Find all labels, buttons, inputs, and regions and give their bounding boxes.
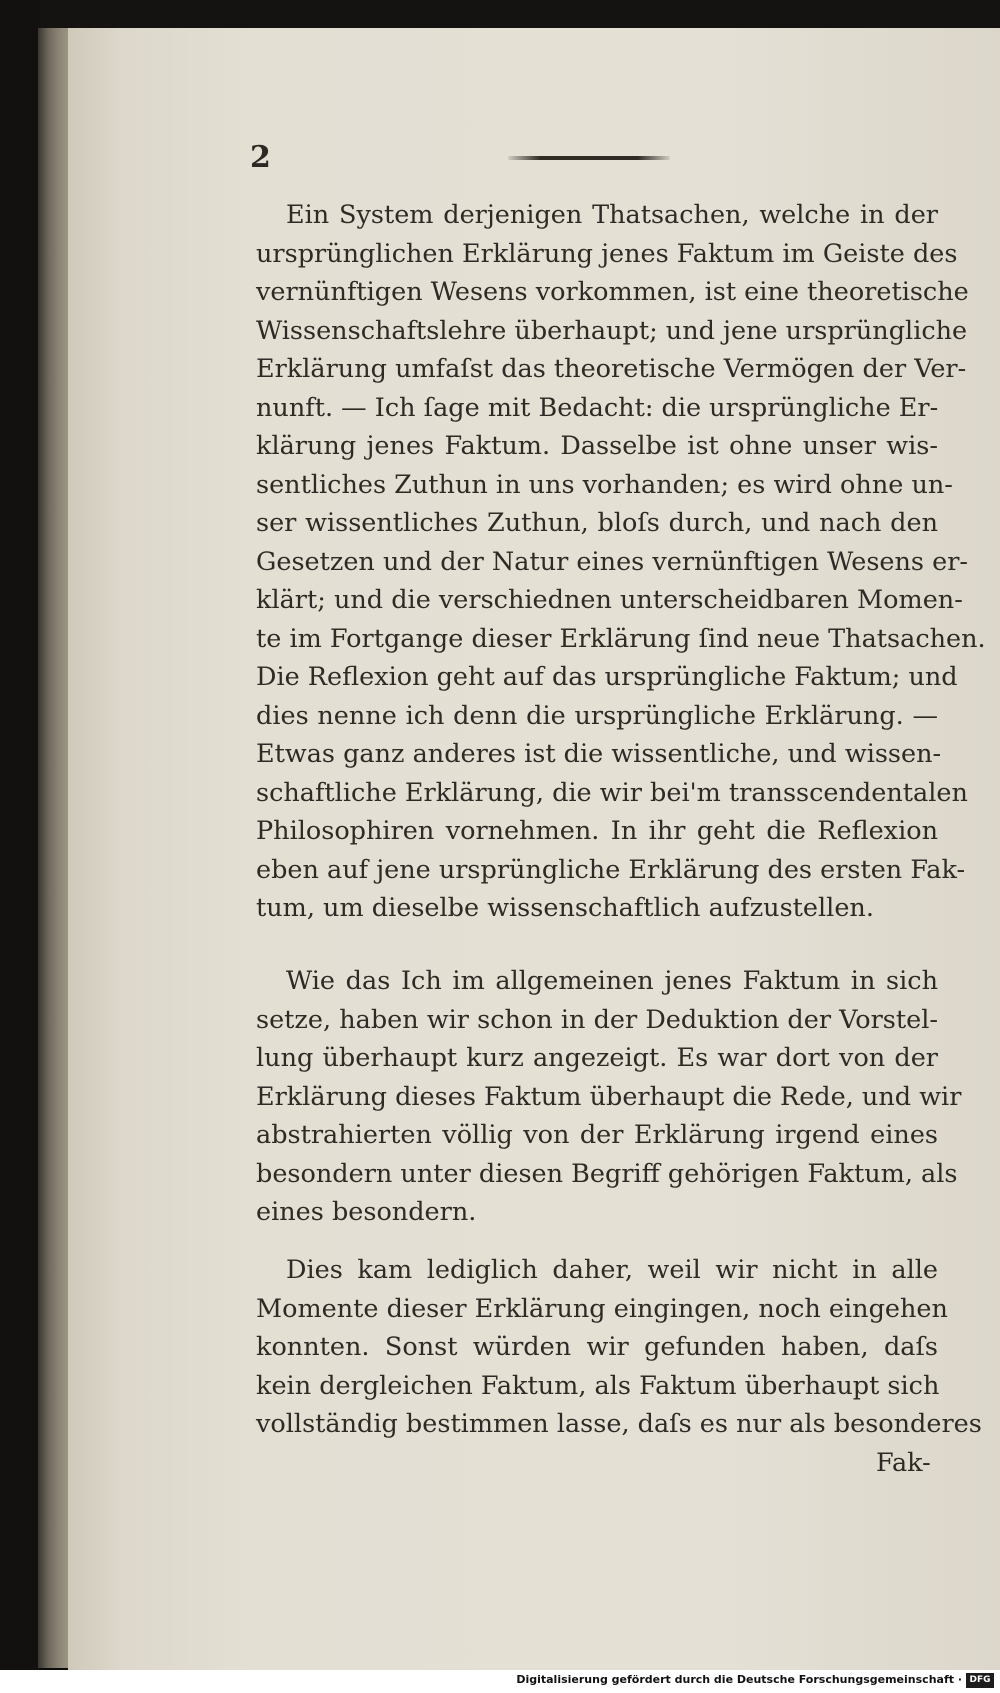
text-line: Erklärung umfaſst das theoretische Vermögen der Ver- (256, 354, 967, 384)
text-line: te im Fortgange dieser Erklärung ſind neue Thatsachen. (256, 623, 986, 654)
digitization-footer (0, 1670, 1000, 1693)
text-line: schaftliche Erklärung, die wir bei'm transscendentalen (256, 777, 968, 808)
text-line: Etwas ganz anderes ist die wissentliche, und wissen- (256, 739, 942, 769)
dfg-logo: DFG (966, 1673, 994, 1688)
text-line: Erklärung dieses Faktum überhaupt die Rede, und wir (256, 1081, 962, 1112)
paragraph-1 (256, 196, 986, 928)
text-line: ser wissentliches Zuthun, bloſs durch, und nach den (256, 508, 938, 538)
text-line: kein dergleichen Faktum, als Faktum überhaupt sich (256, 1370, 940, 1401)
text-line: Dies kam lediglich daher, weil wir nicht in alle (286, 1255, 938, 1285)
text-line: Wissenschaftslehre überhaupt; und jene ursprüngliche (256, 315, 968, 346)
text-line: Wie das Ich im allgemeinen jenes Faktum in sich (286, 966, 938, 996)
paragraph-3 (256, 1251, 982, 1444)
book-spine-edge (38, 28, 72, 1668)
text-line: klärung jenes Faktum. Dasselbe ist ohne unser wis- (256, 431, 938, 461)
scan-top-border (0, 0, 1000, 30)
scan-left-border (0, 0, 40, 1670)
text-line: eines besondern. (256, 1197, 477, 1227)
text-line: vernünftigen Wesens vorkommen, ist eine theoretische (256, 277, 969, 307)
text-line: vollständig bestimmen lasse, daſs es nur als besonderes (256, 1409, 982, 1439)
paragraph-2 (256, 962, 962, 1232)
text-line: Momente dieser Erklärung eingingen, noch eingehen (256, 1293, 948, 1324)
text-line: setze, haben wir schon in der Deduktion der Vorstel- (256, 1004, 938, 1035)
text-line: abstrahierten völlig von der Erklärung irgend eines (256, 1120, 938, 1150)
text-line: dies nenne ich denn die ursprüngliche Erklärung. — (256, 700, 938, 731)
text-line: sentliches Zuthun in uns vorhanden; es wird ohne un- (256, 469, 953, 500)
text-line: lung überhaupt kurz angezeigt. Es war dort von der (256, 1043, 938, 1073)
text-line: klärt; und die verschiednen unterscheidbaren Momen- (256, 585, 963, 615)
text-line: tum, um dieselbe wissenschaftlich aufzustellen. (256, 893, 874, 923)
header-rule (508, 156, 670, 160)
text-line: konnten. Sonst würden wir gefunden haben, daſs (256, 1332, 938, 1362)
text-line: nunft. — Ich ſage mit Bedacht: die ursprüngliche Er- (256, 392, 939, 423)
catchword: Fak- (876, 1448, 931, 1478)
text-line: Gesetzen und der Natur eines vernünftigen Wesens er- (256, 546, 969, 577)
text-line: Philosophiren vornehmen. In ihr geht die Reflexion (256, 816, 938, 846)
text-line: Die Reflexion geht auf das ursprüngliche Faktum; und (256, 662, 958, 692)
footer-credit: Digitalisierung gefördert durch die Deutsche Forschungsgemeinschaft · (516, 1673, 962, 1686)
text-line: ursprünglichen Erklärung jenes Faktum im Geiste des (256, 238, 958, 269)
text-line: eben auf jene ursprüngliche Erklärung des ersten Fak- (256, 854, 966, 885)
text-line: besondern unter diesen Begriff gehörigen Faktum, als (256, 1158, 958, 1189)
page-number: 2 (250, 140, 271, 175)
text-line: Ein System derjenigen Thatsachen, welche in der (286, 200, 938, 230)
